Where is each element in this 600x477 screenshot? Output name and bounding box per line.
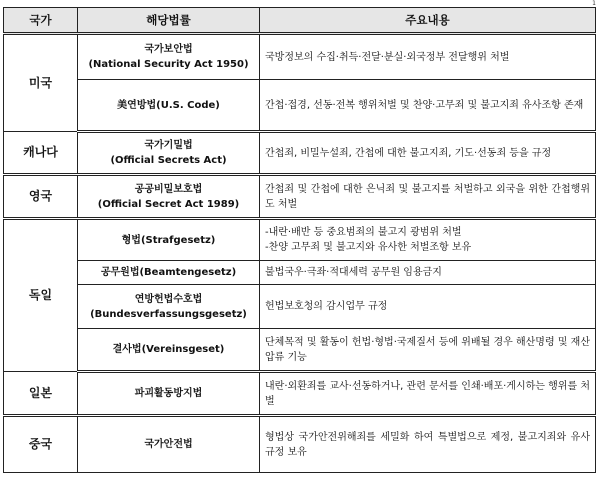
law-cell (78, 372, 260, 416)
law-name: 美연방법(U.S. Code) (117, 99, 220, 111)
table-row (4, 285, 596, 329)
content-line: -내란·배반 등 중요범죄의 불고지 광범위 처벌 (265, 227, 462, 238)
law-name-en: (National Security Act 1950) (88, 59, 249, 70)
law-comparison-table (3, 7, 596, 473)
header-law: 해당법률 (78, 8, 260, 34)
content-cell: 단체목적 및 활동이 헌법·형법·국제질서 등에 위배될 경우 해산명령 및 재산압류 기능 (260, 329, 596, 372)
law-name: 공공비밀보호법 (134, 183, 203, 195)
law-cell (78, 416, 260, 473)
content-cell: 간첩·접경, 선동·전복 행위처벌 및 찬양·고무죄 및 불고지죄 유사조항 존재 (260, 80, 596, 132)
table-row (4, 34, 596, 80)
law-cell (78, 285, 260, 329)
content-cell: 국방정보의 수집·취득·전달·분실·외국정부 전달행위 처벌 (260, 34, 596, 80)
law-name: 국가보안법 (144, 44, 193, 55)
law-name: 형법(Strafgesetz) (121, 234, 216, 246)
table-row (4, 372, 596, 416)
country-cell: 중국 (4, 416, 78, 473)
law-name: 국가안전법 (144, 439, 193, 450)
law-name-en: (Bundesverfassungsgesetz) (90, 308, 247, 320)
corner-mark: 1 (592, 0, 596, 7)
law-name: 연방헌법수호법 (134, 293, 203, 305)
law-name-en: (Official Secret Act 1989) (97, 198, 240, 210)
content-line: -찬양 고무죄 및 불고지와 유사한 처벌조항 보유 (265, 242, 472, 253)
table-row (4, 175, 596, 219)
country-cell: 캐나다 (4, 132, 78, 175)
content-cell: 헌법보호청의 감시업무 규정 (260, 285, 596, 329)
content-cell: 간첩죄, 비밀누설죄, 간첩에 대한 불고지죄, 기도·선동죄 등을 규정 (260, 132, 596, 175)
law-cell (78, 132, 260, 175)
table-row (4, 416, 596, 473)
law-name: 국가기밀법 (144, 140, 193, 151)
content-cell: 불법국우·극좌·적대세력 공무원 임용금지 (260, 261, 596, 285)
law-name-en: (Official Secrets Act) (110, 155, 227, 166)
header-content: 주요내용 (260, 8, 596, 34)
law-name: 공무원법(Beamtengesetz) (100, 267, 237, 278)
law-cell (78, 175, 260, 219)
table-row (4, 132, 596, 175)
law-cell (78, 261, 260, 285)
country-cell: 일본 (4, 372, 78, 416)
table-row (4, 80, 596, 132)
content-cell (260, 219, 596, 261)
country-cell: 독일 (4, 219, 78, 372)
table-row (4, 219, 596, 261)
table-row (4, 329, 596, 372)
country-cell: 영국 (4, 175, 78, 219)
law-cell (78, 80, 260, 132)
content-cell: 형법상 국가안전위해죄를 세밀화 하여 특별법으로 제정, 불고지죄와 유사 규정 보유 (260, 416, 596, 473)
header-row (4, 8, 596, 34)
content-cell: 간첩죄 및 간첩에 대한 은닉죄 및 불고지를 처벌하고 외국을 위한 간첩행위도 처벌 (260, 175, 596, 219)
law-name: 파괴활동방지법 (134, 388, 203, 399)
law-name: 결사법(Vereinsgeset) (112, 344, 225, 355)
law-cell (78, 34, 260, 80)
table-row (4, 261, 596, 285)
header-country: 국가 (4, 8, 78, 34)
law-cell (78, 329, 260, 372)
content-cell: 내란·외환죄를 교사·선동하거나, 관련 문서를 인쇄·배포·게시하는 행위를 처벌 (260, 372, 596, 416)
country-cell: 미국 (4, 34, 78, 132)
law-cell (78, 219, 260, 261)
